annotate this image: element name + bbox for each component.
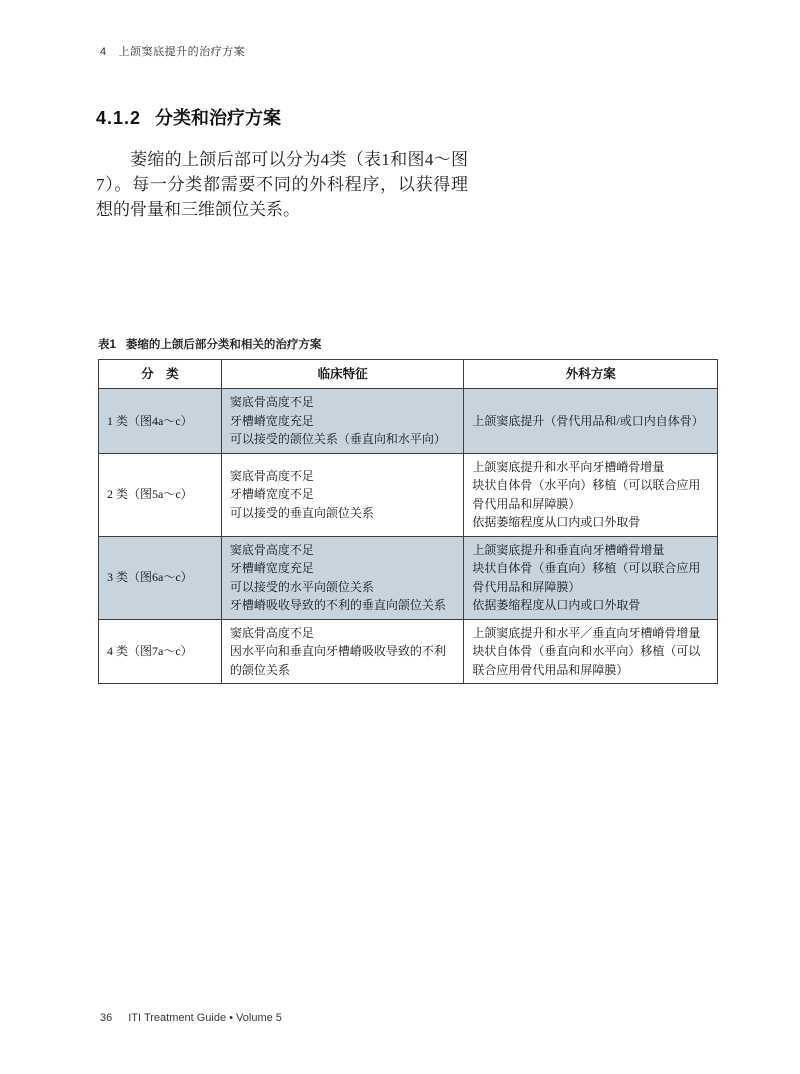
classification-table bbox=[98, 359, 718, 684]
cell-line: 牙槽嵴宽度充足 bbox=[229, 413, 314, 428]
cell-line: 窦底骨高度不足 bbox=[229, 468, 314, 483]
surgical-cell bbox=[464, 453, 718, 536]
column-header-clinical: 临床特征 bbox=[221, 360, 464, 389]
table-row bbox=[99, 619, 718, 684]
cell-line: 可以接受的颌位关系（垂直向和水平向） bbox=[229, 432, 446, 446]
column-header-class: 分 类 bbox=[99, 360, 222, 389]
cell-line: 块状自体骨（垂直向和水平向）移植（可以联合应用骨代用品和屏障膜） bbox=[472, 644, 701, 677]
class-cell: 3 类（图6a～c） bbox=[99, 536, 222, 619]
surgical-cell bbox=[464, 389, 718, 454]
section-title: 分类和治疗方案 bbox=[155, 108, 282, 128]
cell-line: 依据萎缩程度从口内或口外取骨 bbox=[472, 515, 641, 529]
clinical-cell bbox=[221, 536, 464, 619]
cell-line: 上颌窦底提升（骨代用品和/或口内自体骨） bbox=[472, 413, 704, 428]
clinical-cell bbox=[221, 619, 464, 684]
cell-line: 因水平向和垂直向牙槽嵴吸收导致的不利的颌位关系 bbox=[229, 644, 446, 677]
class-cell: 4 类（图7a～c） bbox=[99, 619, 222, 684]
clinical-cell bbox=[221, 453, 464, 536]
cell-line: 牙槽嵴吸收导致的不利的垂直向颌位关系 bbox=[229, 598, 446, 612]
table-caption-label: 表1 bbox=[98, 339, 116, 351]
cell-line: 窦底骨高度不足 bbox=[229, 625, 314, 640]
table-caption-text: 萎缩的上颌后部分类和相关的治疗方案 bbox=[125, 339, 322, 351]
table-row bbox=[99, 536, 718, 619]
cell-line: 牙槽嵴宽度不足 bbox=[229, 487, 314, 502]
cell-line: 可以接受的水平向颌位关系 bbox=[229, 579, 374, 594]
surgical-cell bbox=[464, 536, 718, 619]
cell-line: 依据萎缩程度从口内或口外取骨 bbox=[472, 598, 641, 612]
section-number: 4.1.2 bbox=[96, 108, 142, 128]
cell-line: 窦底骨高度不足 bbox=[229, 395, 314, 409]
cell-line: 上颌窦底提升和垂直向牙槽嵴骨增量 bbox=[472, 542, 665, 557]
page-footer bbox=[100, 1012, 282, 1024]
table-header-row bbox=[99, 360, 718, 389]
cell-line: 牙槽嵴宽度充足 bbox=[229, 561, 314, 575]
cell-line: 上颌窦底提升和水平／垂直向牙槽嵴骨增量 bbox=[472, 625, 701, 640]
table-row bbox=[99, 453, 718, 536]
cell-line: 块状自体骨（垂直向）移植（可以联合应用骨代用品和屏障膜） bbox=[472, 561, 701, 594]
table-header bbox=[99, 360, 718, 389]
section-heading bbox=[96, 104, 281, 130]
column-header-surgical: 外科方案 bbox=[464, 360, 718, 389]
table-caption bbox=[98, 336, 321, 352]
cell-line: 可以接受的垂直向颌位关系 bbox=[229, 505, 374, 520]
body-paragraph: 萎缩的上颌后部可以分为4类（表1和图4～图7）。每一分类都需要不同的外科程序，以获得理想的骨量和三维颌位关系。 bbox=[96, 150, 468, 219]
running-header-title: 上颌窦底提升的治疗方案 bbox=[118, 46, 246, 58]
clinical-cell bbox=[221, 389, 464, 454]
surgical-cell bbox=[464, 619, 718, 684]
table-body bbox=[99, 389, 718, 684]
cell-line: 块状自体骨（水平向）移植（可以联合应用骨代用品和屏障膜） bbox=[472, 478, 701, 511]
class-cell: 1 类（图4a～c） bbox=[99, 389, 222, 454]
cell-line: 上颌窦底提升和水平向牙槽嵴骨增量 bbox=[472, 459, 665, 474]
running-header bbox=[100, 43, 245, 59]
footer-text: ITI Treatment Guide • Volume 5 bbox=[128, 1012, 282, 1024]
cell-line: 窦底骨高度不足 bbox=[229, 542, 314, 557]
table-row bbox=[99, 389, 718, 454]
running-header-chapter-number: 4 bbox=[100, 46, 107, 58]
class-cell: 2 类（图5a～c） bbox=[99, 453, 222, 536]
footer-page-number: 36 bbox=[100, 1012, 113, 1024]
